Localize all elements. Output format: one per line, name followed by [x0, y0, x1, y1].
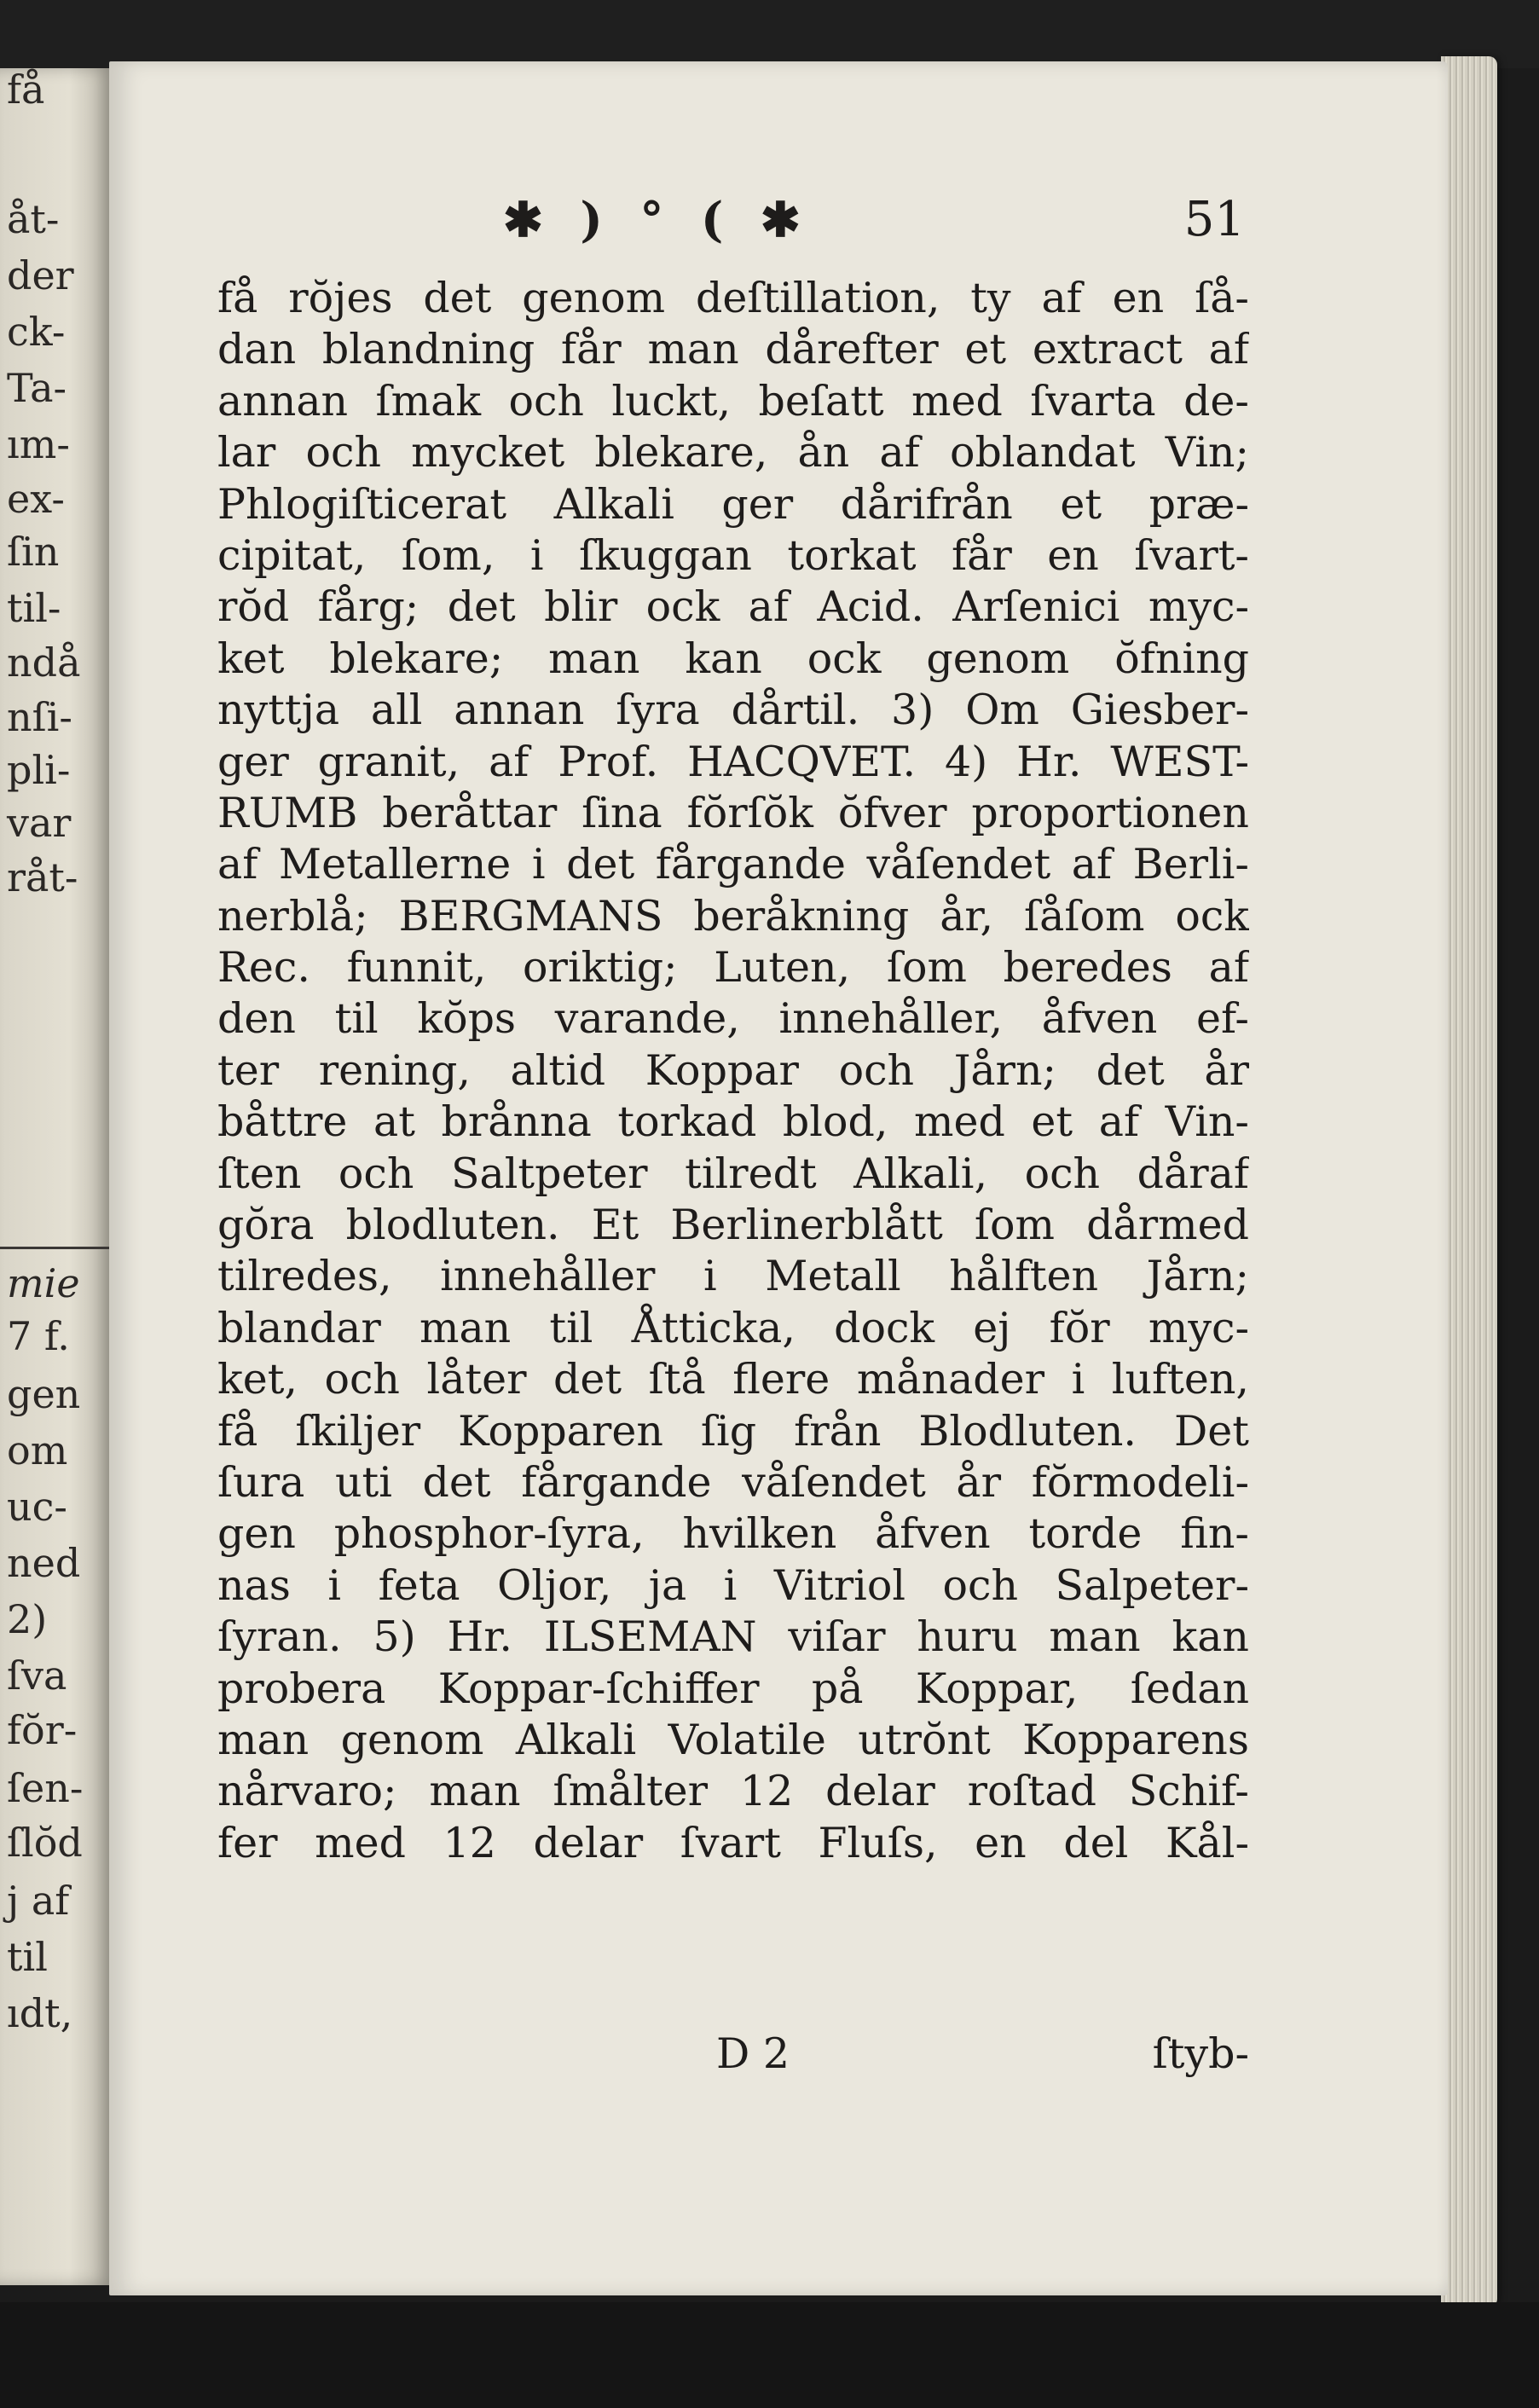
left-page-fragment: ſen-: [7, 1765, 84, 1811]
left-page-rule: [0, 1247, 111, 1249]
text-line: ſten och Saltpeter tilredt Alkali, och dåraf: [217, 1149, 1249, 1198]
text-line: ter rening, altid Koppar och Jårn; det år: [217, 1045, 1249, 1095]
left-page-fragment: ſin: [7, 529, 60, 575]
left-page-fragment: åt-: [7, 196, 60, 242]
page-header: [503, 192, 1245, 252]
text-line: ſyran. 5) Hr. ILSEMAN viſar huru man kan: [217, 1612, 1249, 1662]
left-page-fragment: ım-: [7, 421, 70, 467]
left-page-fragment: til: [7, 1934, 48, 1980]
background-top: [0, 0, 1539, 68]
text-line: annan ſmak och luckt, beſatt med ſvarta de-: [217, 376, 1249, 425]
left-page-fragment: Ta-: [7, 365, 67, 411]
catchword: ſtyb-: [1152, 2029, 1249, 2078]
text-line: ket, och låter det ſtå flere månader i luften,: [217, 1355, 1249, 1404]
left-page-edge: [0, 68, 115, 2285]
text-line: blandar man til Åtticka, dock ej fŏr myc-: [217, 1303, 1249, 1352]
text-line: fer med 12 delar ſvart Fluſs, en del Kål-: [217, 1818, 1249, 1867]
text-line: man genom Alkali Volatile utrŏnt Kopparens: [217, 1715, 1249, 1764]
left-page-fragment: om: [7, 1427, 68, 1473]
left-page-fragment: 7 f.: [7, 1313, 70, 1359]
page-block-edges: [1441, 56, 1497, 2307]
left-page-fragment: få: [7, 68, 45, 113]
left-page-fragment: fŏr-: [7, 1707, 78, 1753]
left-page-fragment: ſlŏd: [7, 1820, 83, 1866]
left-page-fragment: ned: [7, 1540, 81, 1586]
left-page-fragment: 2): [7, 1596, 48, 1642]
text-line: nas i feta Oljor, ja i Vitriol och Salpeter-: [217, 1560, 1249, 1610]
text-line: gŏra blodluten. Et Berlinerblått ſom dårmed: [217, 1201, 1249, 1250]
text-line: Phlogiſticerat Alkali ger dårifrån et præ-: [217, 479, 1249, 529]
text-line: nyttja all annan ſyra dårtil. 3) Om Giesber-: [217, 686, 1249, 735]
left-page-fragment: nſi-: [7, 694, 72, 740]
text-line: rŏd fårg; det blir ock af Acid. Arſenici myc-: [217, 582, 1249, 632]
text-line: tilredes, innehåller i Metall hålften Jårn;: [217, 1252, 1249, 1301]
text-line: probera Koppar-ſchiffer på Koppar, ſedan: [217, 1664, 1249, 1713]
text-line: gen phosphor-ſyra, hvilken åfven torde fin-: [217, 1509, 1249, 1559]
left-page-fragment: ſva: [7, 1653, 67, 1699]
left-page-fragment: ex-: [7, 476, 65, 522]
text-line: den til kŏps varande, innehåller, åfven ef-: [217, 994, 1249, 1044]
left-page-fragment: var: [7, 800, 72, 846]
left-page-fragment: ıdt,: [7, 1990, 73, 2036]
page-footer: [716, 2029, 1249, 2081]
left-page-fragment: j af: [7, 1878, 70, 1924]
text-line: dan blandning får man dårefter et extract af: [217, 325, 1249, 374]
left-page-fragment: ck-: [7, 309, 66, 355]
background-bottom: [0, 2302, 1539, 2408]
left-page-fragment: mie: [7, 1260, 80, 1306]
text-line: Rec. funnit, oriktig; Luten, ſom beredes af: [217, 943, 1249, 993]
left-page-fragment: uc-: [7, 1484, 67, 1530]
left-page-fragment: til-: [7, 585, 61, 631]
text-line: få ſkiljer Kopparen ſig från Blodluten. Det: [217, 1406, 1249, 1456]
signature-mark: D 2: [716, 2029, 790, 2078]
left-page-fragment: der: [7, 252, 74, 298]
text-line: nerblå; BERGMANS beråkning år, ſåſom ock: [217, 891, 1249, 941]
left-page-fragment: pli-: [7, 747, 71, 793]
text-line: cipitat, ſom, i ſkuggan torkat får en ſvart-: [217, 530, 1249, 580]
left-page-fragment: ndå: [7, 640, 81, 686]
page-number: 51: [1183, 192, 1245, 247]
left-page-fragment: råt-: [7, 854, 78, 900]
text-line: få rŏjes det genom deſtillation, ty af en ſå-: [217, 274, 1249, 322]
header-ornament: ✱ ) ° ( ✱: [503, 192, 811, 248]
text-line: båttre at brånna torkad blod, med et af Vin-: [217, 1097, 1249, 1147]
text-line: RUMB beråttar ſina fŏrſŏk ŏfver proportionen: [217, 788, 1249, 837]
left-page-fragment: gen: [7, 1371, 81, 1417]
text-line: nårvaro; man ſmålter 12 delar roſtad Schif-: [217, 1767, 1249, 1816]
text-line: af Metallerne i det fårgande våſendet af Berli-: [217, 840, 1249, 889]
text-line: ſura uti det fårgande våſendet år fŏrmodeli-: [217, 1457, 1249, 1507]
text-line: lar och mycket blekare, ån af oblandat Vin;: [217, 428, 1249, 478]
text-line: ket blekare; man kan ock genom ŏfning: [217, 634, 1249, 683]
text-line: ger granit, af Prof. HACQVET. 4) Hr. WEST-: [217, 737, 1249, 786]
body-text: [217, 273, 1249, 1869]
